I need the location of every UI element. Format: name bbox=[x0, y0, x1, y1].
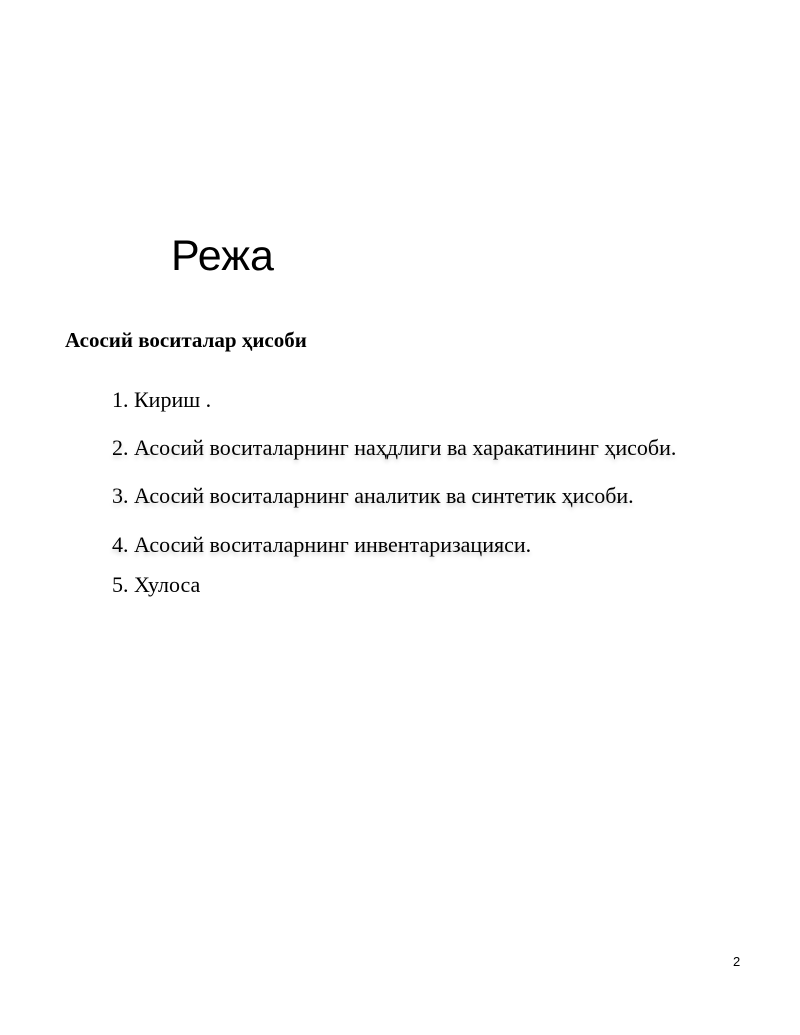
outline-item-number: 3. bbox=[112, 483, 129, 508]
outline-item-number: 4. bbox=[112, 532, 129, 557]
outline-item bbox=[112, 530, 531, 560]
outline-item bbox=[112, 570, 200, 600]
outline-item bbox=[112, 385, 211, 415]
outline-item-number: 1. bbox=[112, 387, 129, 412]
page-title: Режа bbox=[171, 232, 274, 280]
outline-item-number: 5. bbox=[112, 572, 129, 597]
page-number: 2 bbox=[733, 954, 741, 969]
outline-item-number: 2. bbox=[112, 435, 129, 460]
outline-item-text: Асосий воситаларнинг инвентаризацияси. bbox=[134, 532, 532, 557]
outline-item-text: Асосий воситаларнинг аналитик ва синтетик ҳисоби. bbox=[134, 483, 634, 508]
outline-item bbox=[112, 481, 634, 511]
section-heading: Асосий воситалар ҳисоби bbox=[65, 328, 307, 352]
outline-item-text: Асосий воситаларнинг наҳдлиги ва харакатининг ҳисоби. bbox=[134, 435, 677, 460]
outline-item-text: Кириш . bbox=[134, 387, 212, 412]
outline-item bbox=[112, 433, 676, 463]
outline-item-text: Хулоса bbox=[134, 572, 201, 597]
